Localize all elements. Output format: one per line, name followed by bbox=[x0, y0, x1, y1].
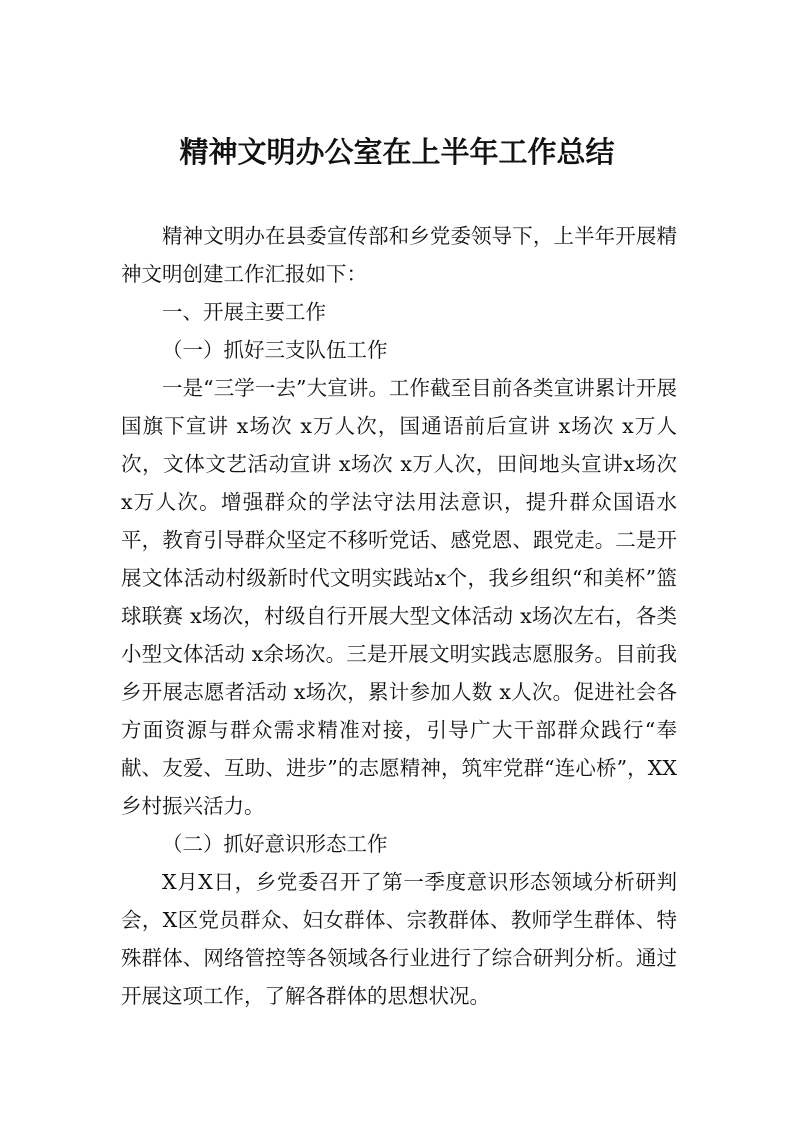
document-title: 精神文明办公室在上半年工作总结 bbox=[179, 135, 615, 169]
subsection-heading-1: （一）抓好三支队伍工作 bbox=[162, 338, 388, 362]
body-paragraph-1: 一是“三学一去”大宣讲。工作截至目前各类宣讲累计开展国旗下宣讲 x场次 x万人次，国通语前后宣讲 x场次 x万人次，文体文艺活动宣讲 x场次 x万人次，田间地头宣讲x场次 x万人次。增强群众的学法守法用法意识，提升群众国语水平，教育引导群众坚定不移听党话、感党恩、跟党走。二是开展文体活动村级新时代文明实践站x个，我乡组织“和美杯”篮球联赛 x场次，村级自行开展大型文体活动 x场次左右，各类小型文体活动 x余场次。三是开展文明实践志愿服务。目前我乡开展志愿者活动 x场次，累计参加人数 x人次。促进社会各方面资源与群众需求精准对接，引导广大干部群众践行“奉献、友爱、互助、进步”的志愿精神，筑牢党群“连心桥”，XX乡村振兴活力。 bbox=[121, 376, 677, 818]
intro-paragraph: 精神文明办在县委宣传部和乡党委领导下，上半年开展精神文明创建工作汇报如下： bbox=[121, 224, 677, 286]
section-heading-1: 一、开展主要工作 bbox=[162, 300, 326, 324]
document-body bbox=[121, 217, 677, 1015]
subsection-heading-2: （二）抓好意识形态工作 bbox=[162, 832, 388, 856]
body-paragraph-2: X月X日，乡党委召开了第一季度意识形态领域分析研判会，X区党员群众、妇女群体、宗教群体、教师学生群体、特殊群体、网络管控等各领域各行业进行了综合研判分析。通过开展这项工作，了解各群体的思想状况。 bbox=[121, 870, 677, 1008]
